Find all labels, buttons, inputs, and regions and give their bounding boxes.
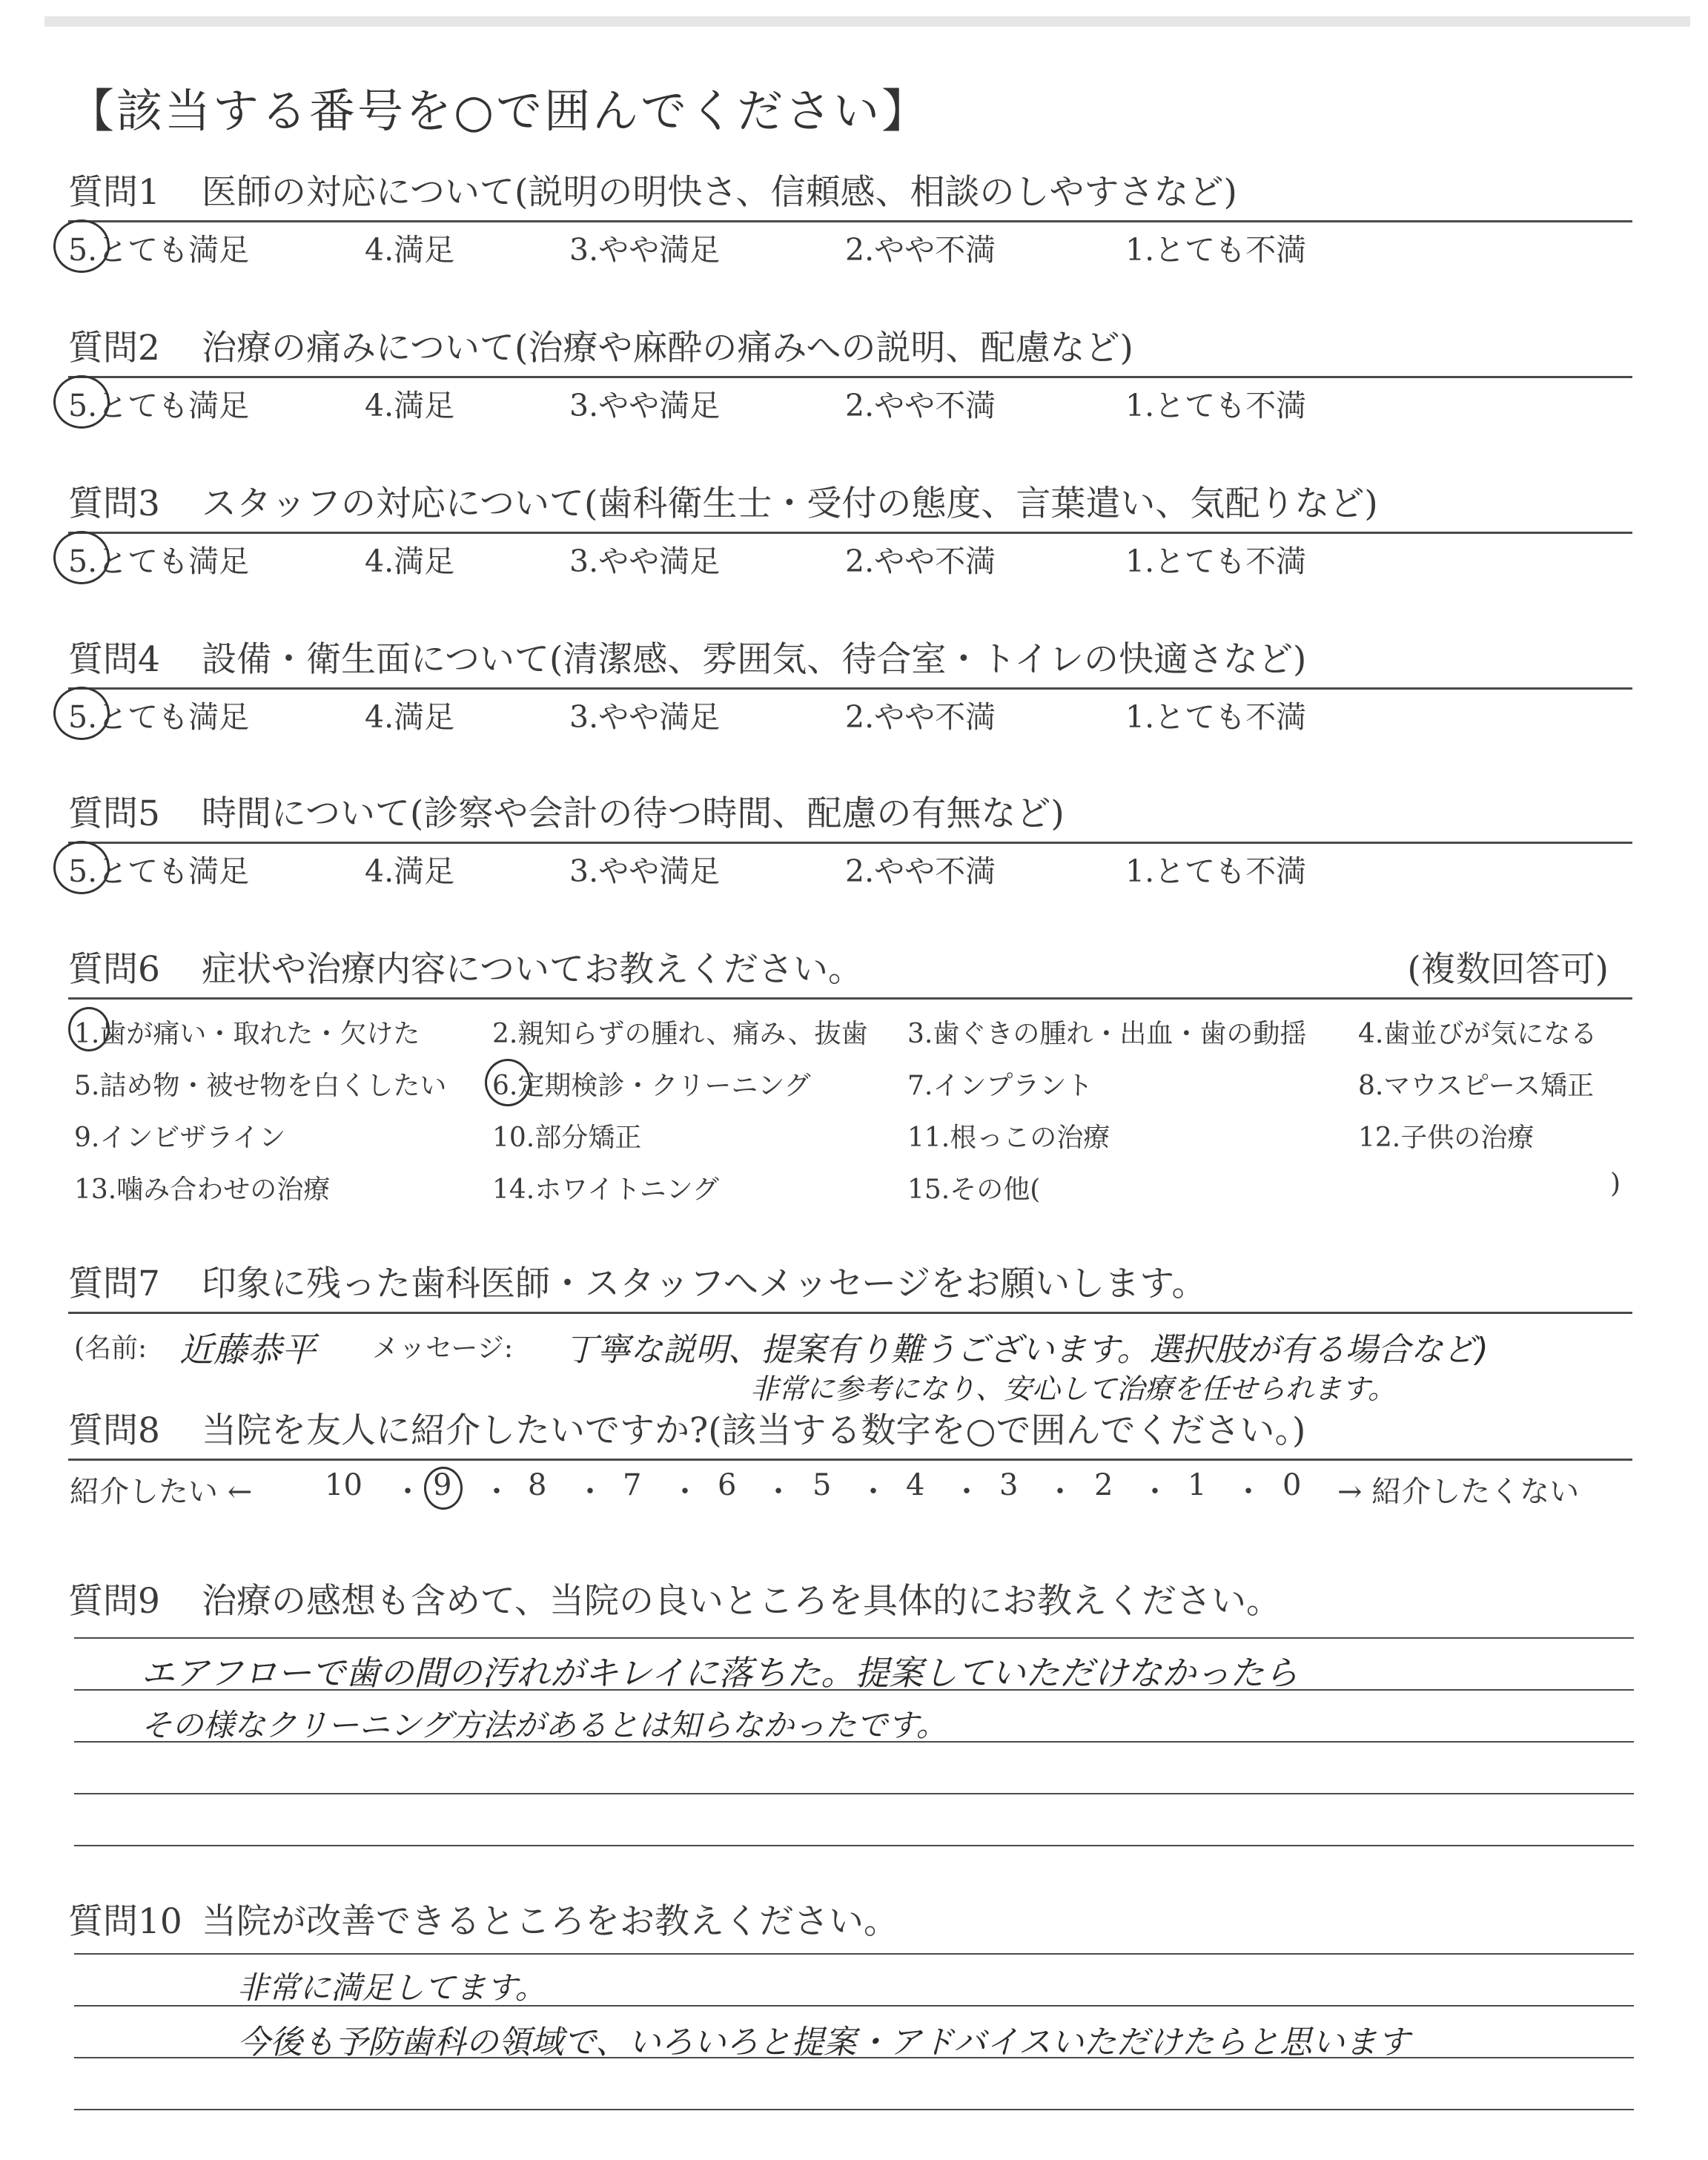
question-8	[68, 1409, 1632, 1520]
scale-left-label: 紹介したい ←	[70, 1475, 253, 1509]
scale-9[interactable]: 9	[433, 1468, 452, 1502]
question-7	[68, 1262, 1632, 1405]
likert-options	[68, 222, 1632, 274]
recommend-scale	[68, 1461, 1632, 1520]
option-5[interactable]: 5.とても満足	[68, 699, 250, 735]
symptom-option-8[interactable]: 8.マウスピース矯正	[1358, 1071, 1595, 1101]
symptom-option-10[interactable]: 10.部分矯正	[492, 1123, 642, 1153]
other-close-paren: )	[1610, 1169, 1621, 1199]
option-3[interactable]: 3.やや満足	[569, 699, 721, 735]
option-4[interactable]: 4.満足	[365, 853, 455, 889]
scale-dot: ・	[858, 1475, 888, 1509]
handwritten-name: 近藤恭平	[179, 1330, 316, 1370]
option-2[interactable]: 2.やや不満	[845, 544, 996, 579]
scale-4[interactable]: 4	[906, 1468, 925, 1502]
option-4[interactable]: 4.満足	[365, 699, 455, 735]
question-number: 質問1	[68, 172, 160, 213]
likert-options	[68, 844, 1632, 896]
question-text: 時間について(診察や会計の待つ時間、配慮の有無など)	[202, 793, 1065, 834]
question-number: 質問9	[68, 1581, 160, 1622]
selection-circle	[68, 1007, 110, 1051]
message-label: メッセージ:	[372, 1333, 513, 1364]
scan-top-edge	[44, 16, 1690, 27]
option-3[interactable]: 3.やや満足	[569, 232, 721, 268]
symptom-option-13[interactable]: 13.噛み合わせの治療	[74, 1175, 331, 1205]
symptom-option-12[interactable]: 12.子供の治療	[1358, 1123, 1535, 1153]
option-5[interactable]: 5.とても満足	[68, 544, 250, 579]
symptom-option-3[interactable]: 3.歯ぐきの腫れ・出血・歯の動揺	[907, 1019, 1307, 1049]
question-number: 質問6	[68, 949, 160, 990]
selection-circle	[53, 219, 110, 273]
question-4	[68, 638, 1632, 742]
scale-6[interactable]: 6	[718, 1468, 737, 1502]
likert-options	[68, 378, 1632, 430]
option-2[interactable]: 2.やや不満	[845, 232, 996, 268]
multiple-answers-note: (複数回答可)	[1407, 949, 1609, 990]
selection-circle	[53, 687, 110, 740]
question-number: 質問2	[68, 328, 160, 369]
option-5[interactable]: 5.とても満足	[68, 853, 250, 889]
symptom-option-15[interactable]: 15.その他(	[907, 1175, 1041, 1205]
scale-dot: ・	[670, 1475, 700, 1509]
symptom-option-1[interactable]: 1.歯が痛い・取れた・欠けた	[74, 1019, 420, 1049]
symptom-option-14[interactable]: 14.ホワイトニング	[492, 1175, 720, 1205]
question-5	[68, 792, 1632, 896]
instruction-header: 【該当する番号を○で囲んでください】	[68, 84, 930, 138]
scale-8[interactable]: 8	[528, 1468, 547, 1502]
question-number: 質問8	[68, 1410, 160, 1451]
answer-line	[74, 1637, 1634, 1639]
scale-right-label: → 紹介したくない	[1337, 1475, 1580, 1509]
question-text: 当院が改善できるところをお教えください。	[202, 1901, 898, 1942]
question-number: 質問10	[68, 1901, 182, 1942]
scale-dot: ・	[952, 1475, 982, 1509]
question-text: 症状や治療内容についてお教えください。	[202, 949, 864, 990]
option-1[interactable]: 1.とても不満	[1125, 232, 1307, 268]
option-4[interactable]: 4.満足	[365, 544, 455, 579]
selection-circle	[485, 1059, 531, 1106]
selection-circle	[424, 1467, 463, 1510]
question-text: 当院を友人に紹介したいですか?(該当する数字を○で囲んでください。)	[202, 1410, 1306, 1451]
option-1[interactable]: 1.とても不満	[1125, 699, 1307, 735]
question-10	[68, 1900, 1632, 1952]
handwritten-message-line-1: 丁寧な説明、提案有り難うございます。選択肢が有る場合など)	[565, 1331, 1489, 1369]
question-text: 治療の感想も含めて、当院の良いところを具体的にお教えください。	[202, 1581, 1282, 1622]
handwritten-answer-line-1: 非常に満足してます。	[237, 1969, 546, 2006]
question-1	[68, 171, 1632, 274]
symptom-option-9[interactable]: 9.インビザライン	[74, 1123, 286, 1153]
answer-line	[74, 1793, 1634, 1794]
question-2	[68, 326, 1632, 430]
option-5[interactable]: 5.とても満足	[68, 232, 250, 268]
option-4[interactable]: 4.満足	[365, 232, 455, 268]
question-text: 治療の痛みについて(治療や麻酔の痛みへの説明、配慮など)	[202, 328, 1133, 369]
question-text: スタッフの対応について(歯科衛生士・受付の態度、言葉遣い、気配りなど)	[202, 483, 1378, 524]
scale-2[interactable]: 2	[1094, 1468, 1113, 1502]
question-3	[68, 482, 1632, 586]
scale-dot: ・	[1234, 1475, 1263, 1509]
handwritten-answer-line-1: エアフローで歯の間の汚れがキレイに落ちた。提案していただけなかったら	[141, 1653, 1299, 1693]
question-number: 質問7	[68, 1264, 160, 1304]
question-number: 質問4	[68, 639, 160, 680]
scale-dot: ・	[575, 1475, 605, 1509]
answer-line	[74, 1953, 1634, 1955]
symptom-option-2[interactable]: 2.親知らずの腫れ、痛み、抜歯	[492, 1019, 868, 1049]
selection-circle	[53, 531, 110, 584]
scale-dot: ・	[393, 1475, 423, 1509]
option-3[interactable]: 3.やや満足	[569, 388, 721, 423]
symptom-option-6[interactable]: 6.定期検診・クリーニング	[492, 1071, 811, 1101]
scale-7[interactable]: 7	[623, 1468, 642, 1502]
option-3[interactable]: 3.やや満足	[569, 544, 721, 579]
scale-3[interactable]: 3	[999, 1468, 1019, 1502]
question-6	[68, 948, 1632, 1207]
answer-line	[74, 2109, 1634, 2110]
question-9	[68, 1579, 1632, 1631]
question-text: 設備・衛生面について(清潔感、雰囲気、待合室・トイレの快適さなど)	[202, 639, 1307, 680]
handwritten-message-line-2: 非常に参考になり、安心して治療を任せられます。	[750, 1373, 1396, 1405]
question-text: 医師の対応について(説明の明快さ、信頼感、相談のしやすさなど)	[202, 172, 1237, 213]
scale-dot: ・	[1045, 1475, 1075, 1509]
symptom-option-5[interactable]: 5.詰め物・被せ物を白くしたい	[74, 1071, 447, 1101]
option-1[interactable]: 1.とても不満	[1125, 544, 1307, 579]
scale-dot: ・	[764, 1475, 793, 1509]
symptom-option-4[interactable]: 4.歯並びが気になる	[1358, 1019, 1598, 1049]
question-number: 質問5	[68, 793, 160, 834]
option-5[interactable]: 5.とても満足	[68, 388, 250, 423]
selection-circle	[53, 841, 110, 894]
option-1[interactable]: 1.とても不満	[1125, 388, 1307, 423]
option-2[interactable]: 2.やや不満	[845, 699, 996, 735]
answer-line	[74, 1845, 1634, 1846]
handwritten-answer-line-2: その様なクリーニング方法があるとは知らなかったです。	[141, 1707, 947, 1743]
scale-1[interactable]: 1	[1188, 1468, 1207, 1502]
name-label: (名前:	[74, 1333, 148, 1364]
scale-dot: ・	[1140, 1475, 1170, 1509]
selection-circle	[53, 375, 110, 429]
scale-0[interactable]: 0	[1282, 1468, 1302, 1502]
option-2[interactable]: 2.やや不満	[845, 388, 996, 423]
symptom-options	[68, 1000, 1632, 1207]
likert-options	[68, 690, 1632, 742]
scale-dot: ・	[482, 1475, 512, 1509]
option-2[interactable]: 2.やや不満	[845, 853, 996, 889]
scale-5[interactable]: 5	[812, 1468, 832, 1502]
handwritten-answer-line-2: 今後も予防歯科の領域で、いろいろと提案・アドバイスいただけたらと思います	[237, 2024, 1410, 2061]
option-4[interactable]: 4.満足	[365, 388, 455, 423]
scale-10[interactable]: 10	[325, 1468, 363, 1502]
symptom-option-11[interactable]: 11.根っこの治療	[907, 1123, 1110, 1153]
question-number: 質問3	[68, 483, 160, 524]
option-3[interactable]: 3.やや満足	[569, 853, 721, 889]
likert-options	[68, 534, 1632, 586]
symptom-option-7[interactable]: 7.インプラント	[907, 1071, 1093, 1101]
question-text: 印象に残った歯科医師・スタッフへメッセージをお願いします。	[202, 1264, 1207, 1304]
option-1[interactable]: 1.とても不満	[1125, 853, 1307, 889]
